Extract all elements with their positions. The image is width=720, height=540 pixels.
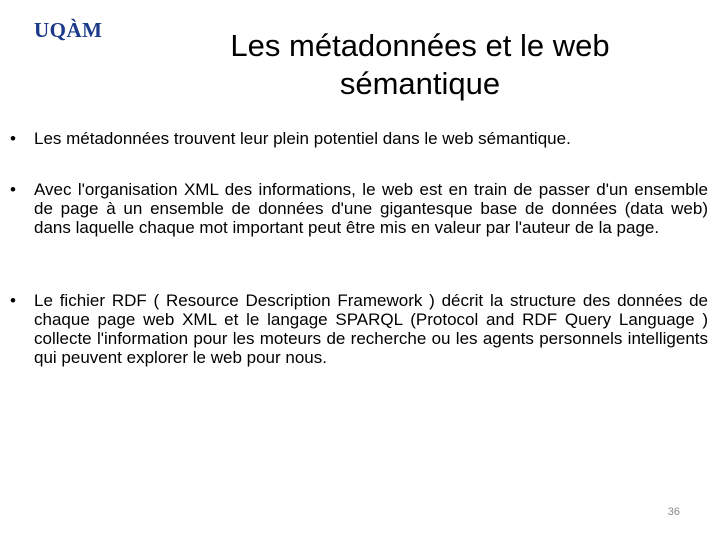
bullet-marker-icon: • [10,180,16,199]
bullet-text-1: Les métadonnées trouvent leur plein potentiel dans le web sémantique. [34,129,571,148]
bullet-text-3: Le fichier RDF ( Resource Description Framework ) décrit la structure des données de chaque page web XML et le langage SPARQL (Protocol and RDF Query Language ) collecte l'information pour les moteurs de recherche ou les agents personnels intelligents qui peuvent explorer le web pour nous. [34,291,708,367]
bullet-marker-icon: • [10,291,16,310]
slide-title-line-1: Les métadonnées et le web [230,28,610,63]
bullet-marker-icon: • [10,129,16,148]
slide-title-line-2: sémantique [339,66,501,101]
logo-wordmark: UQÀM [34,18,103,42]
page-number: 36 [667,506,680,518]
bullet-text-2: Avec l'organisation XML des informations, le web est en train de passer d'un ensemble de page à un ensemble de données d'une gigantesque base de données (data web) dans laquelle chaque mot important peut être mis en valeur par l'auteur de la page. [34,180,708,237]
